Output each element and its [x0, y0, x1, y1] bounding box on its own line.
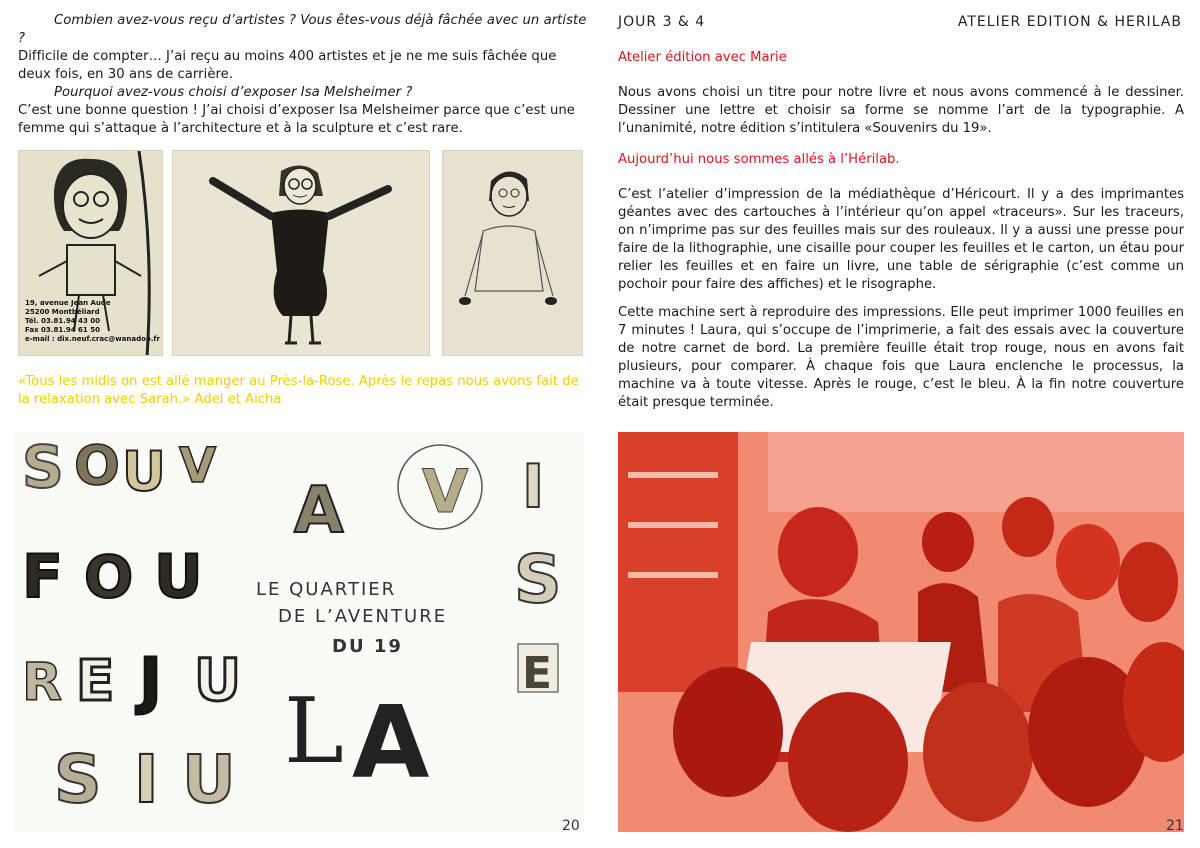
- svg-text:V: V: [422, 457, 469, 527]
- paragraph-text: Cette machine sert à reproduire des impressions. Elle peut imprimer 1000 feuilles en 7 minutes ! Laura, qui s’occupe de l’imprimerie, a fait des essais avec la couverture de notre carnet de bord. La première feuille était trop rouge, nous en avons fait plusieurs, pour comparer. À chaque fois que Laura enclenche le processus, la machine va à toute vitesse. Après le rouge, c’est le bleu. À la fin notre couverture était presque terminée.: [618, 305, 1184, 410]
- paragraph-atelier: [618, 84, 1184, 138]
- svg-text:S: S: [54, 741, 102, 818]
- student-quote-caption: «Tous les midis on est allé manger au Près-la-Rose. Après le repas nous avons fait de la relaxation avec Sarah.» Adel et Aicha: [18, 374, 579, 407]
- svg-text:I: I: [134, 741, 159, 818]
- paragraph-text: Nous avons choisi un titre pour notre livre et nous avons commencé à le dessiner. Dessiner une lettre et choisir sa forme se nomme l’art de la typographie. A l’unanimité, notre édition s’intitulera «Souvenirs du 19».: [618, 85, 1184, 136]
- paragraph-text: C’est l’atelier d’impression de la médiathèque d’Héricourt. Il y a des imprimantes géantes avec des cartouches à l’intérieur qu’on appel «traceurs». Sur les traceurs, on n’imprime pas sur des feuilles mais sur des rouleaux. Il y a aussi une presse pour faire de la lithographie, une cisaille pour couper les feuilles et le carton, un étau pour relier les feuilles et en faire un livre, une table de sérigraphie (c’est comme un pochoir pour faire des affiches) et le risographe.: [618, 187, 1184, 292]
- paragraph-risograph: [618, 304, 1184, 412]
- question-1: Combien avez-vous reçu d’artistes ? Vous êtes-vous déjà fâchée avec un artiste ?: [18, 13, 587, 46]
- lettering-collage: [14, 432, 584, 832]
- svg-text:E: E: [522, 648, 553, 699]
- paragraph-herilab: [618, 186, 1184, 294]
- svg-text:L: L: [284, 679, 344, 784]
- svg-text:S: S: [514, 541, 562, 618]
- svg-text:U: U: [182, 741, 236, 818]
- art-text-line: DU 19: [332, 636, 403, 657]
- svg-text:A: A: [352, 684, 430, 801]
- answer-2: C’est une bonne question ! J’ai choisi d’exposer Isa Melsheimer parce que c’est une femme qui s’attaque à l’architecture et à la sculpture et c’est rare.: [18, 103, 575, 136]
- heading-atelier: Atelier édition avec Marie: [618, 50, 787, 65]
- art-text-line: LE QUARTIER: [256, 579, 397, 600]
- drawing-figure-simple-icon: [443, 151, 583, 356]
- address-line: e-mail : dix.neuf.crac@wanadoo.fr: [25, 335, 160, 343]
- hand-lettering-icon: [14, 432, 584, 832]
- svg-text:J: J: [139, 644, 163, 717]
- svg-text:U: U: [194, 646, 242, 714]
- heading-herilab: Aujourd’hui nous sommes allés à l’Hérilab.: [618, 152, 900, 167]
- art-text-line: DE L’AVENTURE: [278, 606, 448, 627]
- answer-1: Difficile de compter… J’ai reçu au moins 400 artistes et je ne me suis fâchée que deux fois, en 30 ans de carrière.: [18, 49, 557, 82]
- address-line: 19, avenue Jean Aude: [25, 299, 111, 307]
- section-title: ATELIER EDITION & HERILAB: [957, 14, 1182, 30]
- child-drawing-2: [172, 150, 430, 356]
- svg-text:E: E: [76, 649, 115, 714]
- svg-text:O: O: [74, 434, 120, 497]
- child-drawing-3: [442, 150, 583, 356]
- svg-text:F: F: [22, 542, 63, 612]
- page-number-right: 21: [1166, 818, 1184, 834]
- drawing-figure-arms-up-icon: [173, 151, 430, 356]
- interview-text: [18, 12, 588, 138]
- child-drawing-1: [18, 150, 163, 356]
- group-photo-icon: [618, 432, 1184, 832]
- svg-text:O: O: [84, 543, 134, 611]
- address-line: Fax 03.81.94 61 50: [25, 326, 100, 334]
- address-line: Tél. 03.81.94 43 00: [25, 317, 100, 325]
- page-number-left: 20: [562, 818, 580, 834]
- chapter-label: JOUR 3 & 4: [618, 14, 706, 30]
- drawing-address-note: [25, 299, 160, 344]
- svg-text:S: S: [22, 433, 64, 501]
- address-line: 25200 Montbéliard: [25, 308, 100, 316]
- question-2: Pourquoi avez-vous choisi d’exposer Isa Melsheimer ?: [54, 85, 413, 100]
- svg-text:R: R: [22, 653, 63, 713]
- right-page: [600, 0, 1200, 848]
- svg-text:V: V: [179, 438, 217, 494]
- svg-text:A: A: [294, 474, 344, 548]
- svg-text:I: I: [522, 452, 545, 522]
- workshop-photo: [618, 432, 1184, 832]
- svg-text:U: U: [122, 440, 166, 503]
- svg-text:U: U: [154, 542, 203, 612]
